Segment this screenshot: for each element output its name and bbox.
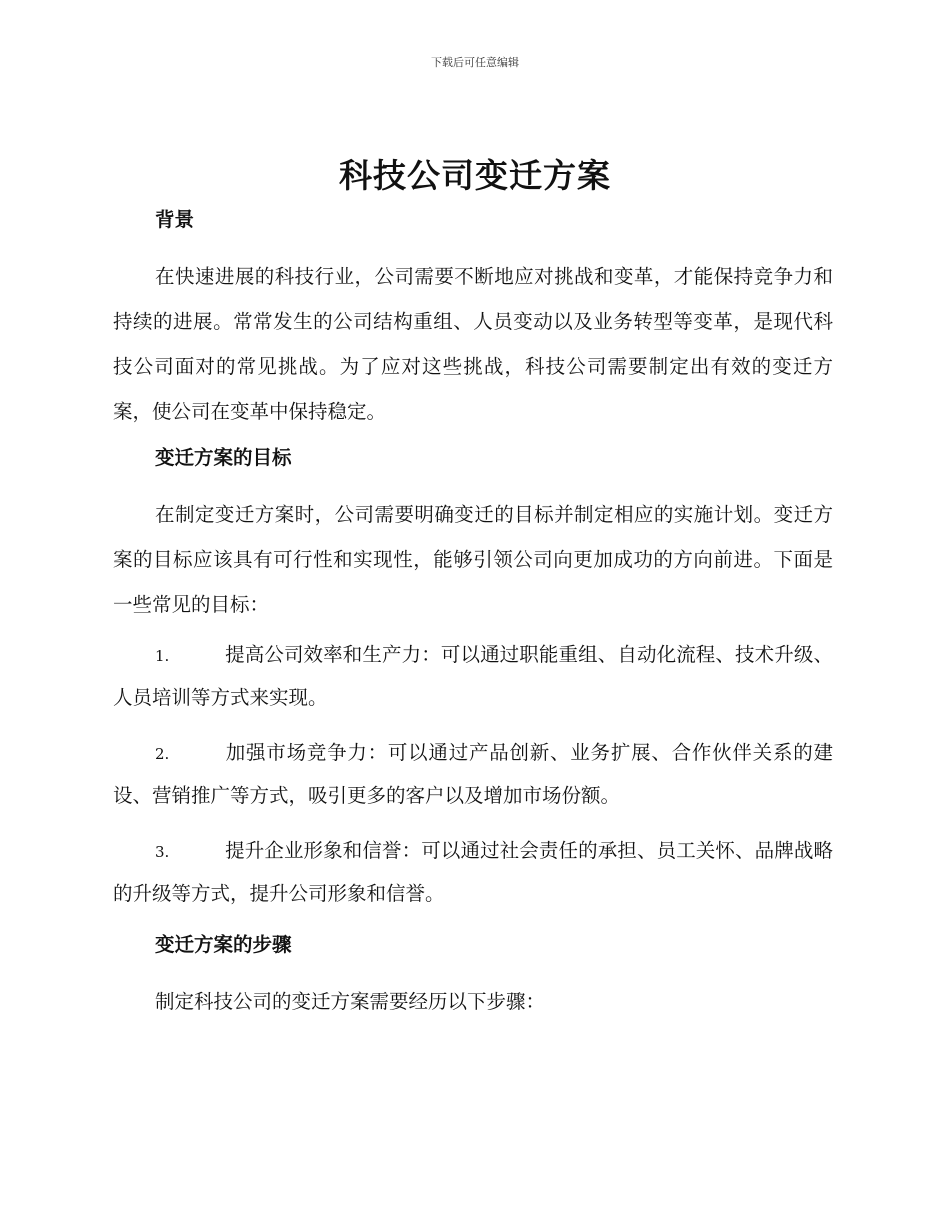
list-item — [113, 634, 833, 719]
list-item-text: 提高公司效率和生产力：可以通过职能重组、自动化流程、技术升级、人员培训等方式来实现。 — [113, 643, 833, 709]
paragraph-background: 在快速进展的科技行业，公司需要不断地应对挑战和变革，才能保持竞争力和持续的进展。常常发生的公司结构重组、人员变动以及业务转型等变革，是现代科技公司面对的常见挑战。为了应对这些挑战，科技公司需要制定出有效的变迁方案，使公司在变革中保持稳定。 — [113, 265, 833, 423]
section-heading-steps: 变迁方案的步骤 — [155, 933, 292, 956]
header-note: 下载后可任意编辑 — [431, 56, 519, 69]
list-item — [113, 830, 833, 915]
list-item-number: 3. — [155, 843, 170, 861]
list-item — [113, 732, 833, 817]
list-item-number: 1. — [155, 647, 170, 665]
document-body — [113, 203, 833, 1031]
document-title: 科技公司变迁方案 — [339, 156, 611, 195]
list-item-text: 提升企业形象和信誉：可以通过社会责任的承担、员工关怀、品牌战略的升级等方式，提升公司形象和信誉。 — [113, 839, 833, 905]
list-item-text: 加强市场竞争力：可以通过产品创新、业务扩展、合作伙伴关系的建设、营销推广等方式，吸引更多的客户以及增加市场份额。 — [113, 741, 833, 807]
section-heading-background: 背景 — [155, 208, 195, 231]
section-heading-goals: 变迁方案的目标 — [155, 446, 292, 469]
paragraph-steps-intro: 制定科技公司的变迁方案需要经历以下步骤： — [155, 990, 546, 1013]
list-item-number: 2. — [155, 745, 170, 763]
paragraph-goals-intro: 在制定变迁方案时，公司需要明确变迁的目标并制定相应的实施计划。变迁方案的目标应该具有可行性和实现性，能够引领公司向更加成功的方向前进。下面是一些常见的目标： — [113, 503, 833, 616]
